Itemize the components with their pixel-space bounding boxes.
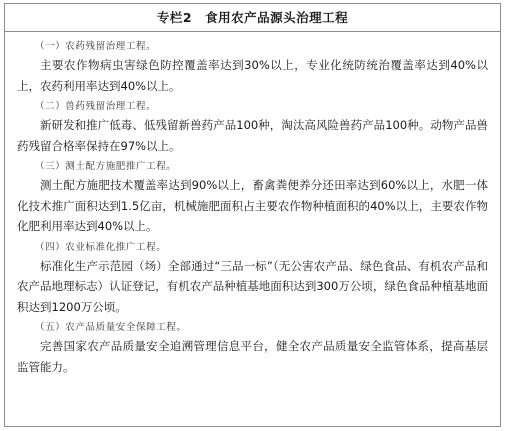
section-body: 标准化生产示范园（场）全部通过“三品一标”（无公害农产品、绿色食品、有机农产品和农产品地理标志）认证登记，有机农产品种植基地面积达到300万公顷，绿色食品种植基地面积达到1200万公顷。	[17, 258, 488, 314]
section-heading: （五）农产品质量安全保障工程。	[35, 322, 187, 333]
section-heading: （二）兽药残留治理工程。	[35, 101, 157, 112]
section-pesticide-residue	[17, 38, 488, 96]
section-heading: （四）农业标准化推广工程。	[35, 241, 167, 253]
section-veterinary-drug-residue	[17, 98, 488, 156]
section-quality-safety-assurance	[17, 319, 488, 377]
section-body: 主要农作物病虫害绿色防控覆盖率达到30%以上，专业化统防统治覆盖率达到40%以上，农药利用率达到40%以上。	[17, 58, 488, 93]
section-soil-testing-fertilization	[17, 158, 488, 237]
special-column-box	[4, 3, 501, 427]
box-title: 专栏2 食用农产品源头治理工程	[5, 4, 500, 32]
section-agricultural-standardization	[17, 239, 488, 318]
section-body: 新研发和推广低毒、低残留新兽药产品100种，淘汰高风险兽药产品100种。动物产品兽药残留合格率保持在97%以上。	[17, 118, 488, 153]
box-content	[5, 32, 500, 377]
section-heading: （一）农药残留治理工程。	[35, 41, 157, 52]
section-heading: （三）测土配方施肥推广工程。	[35, 161, 177, 172]
section-body: 完善国家农产品质量安全追溯管理信息平台，健全农产品质量安全监管体系，提高基层监管能力。	[17, 339, 488, 374]
section-body: 测土配方施肥技术覆盖率达到90%以上，畜禽粪便养分还田率达到60%以上，水肥一体化技术推广面积达到1.5亿亩，机械施肥面积占主要农作物种植面积的40%以上，主要农作物化肥利用率达到40%以上。	[17, 178, 488, 233]
